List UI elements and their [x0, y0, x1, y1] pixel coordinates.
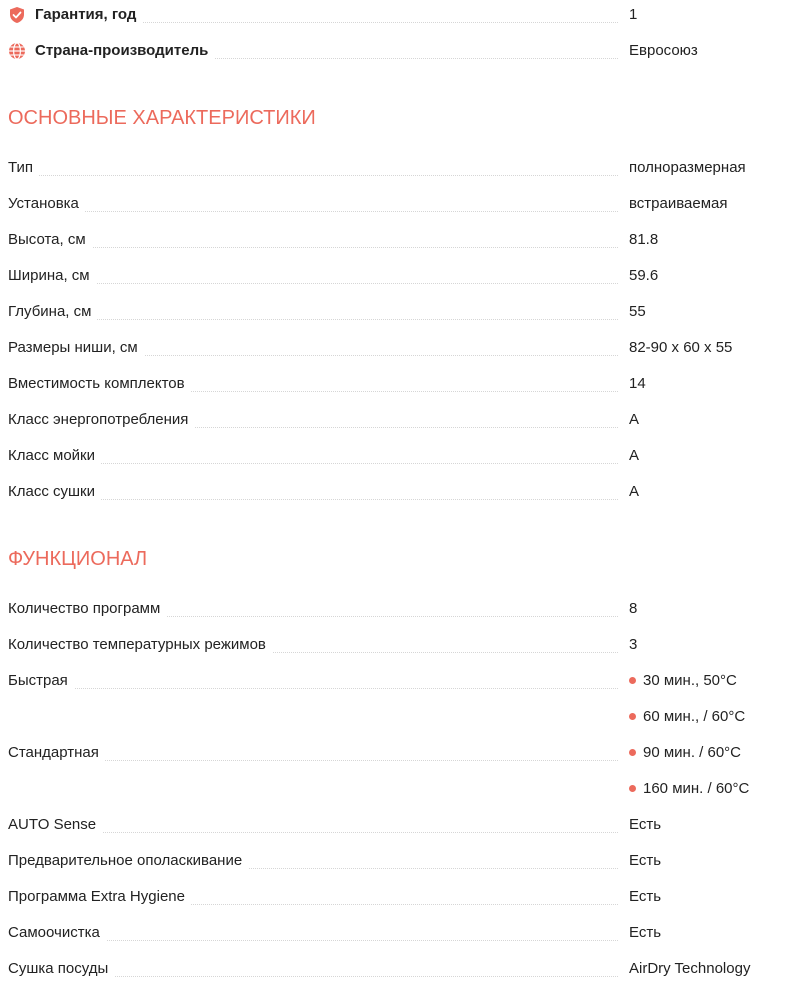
spec-value: 55 — [629, 303, 646, 320]
spec-value: Есть — [629, 852, 662, 869]
spec-value: AirDry Technology — [629, 960, 751, 977]
spec-label: AUTO Sense — [8, 807, 102, 843]
spec-label: Предварительное ополаскивание — [8, 843, 248, 879]
spec-label: Самоочистка — [8, 915, 106, 951]
spec-value: Евросоюз — [629, 42, 698, 59]
spec-value: A — [629, 447, 640, 464]
bullet-dot-icon — [629, 677, 636, 684]
spec-label: Сушка посуды — [8, 951, 114, 987]
spec-label: Гарантия, год — [35, 6, 137, 23]
spec-row — [8, 330, 788, 366]
spec-row — [8, 474, 788, 510]
spec-value: встраиваемая — [629, 195, 728, 212]
spec-value: Есть — [629, 888, 662, 905]
spec-label: Глубина, см — [8, 294, 97, 330]
spec-value: 8 — [629, 600, 638, 617]
spec-value: A — [629, 411, 640, 428]
spec-label: Количество температурных режимов — [8, 627, 272, 663]
spec-value: 3 — [629, 636, 638, 653]
spec-label: Тип — [8, 150, 39, 186]
spec-row — [8, 438, 788, 474]
spec-row — [8, 258, 788, 294]
spec-label: Страна-производитель — [35, 42, 209, 59]
spec-value: 1 — [629, 6, 638, 23]
section-title-main: ОСНОВНЫЕ ХАРАКТЕРИСТИКИ — [8, 107, 316, 129]
spec-label: Высота, см — [8, 222, 92, 258]
dotted-leader — [8, 175, 618, 176]
spec-row — [8, 150, 788, 186]
bullet-dot-icon — [629, 749, 636, 756]
spec-row — [8, 402, 788, 438]
spec-row — [8, 879, 788, 915]
spec-label: Стандартная — [8, 735, 105, 771]
spec-label: Размеры ниши, см — [8, 330, 144, 366]
spec-label: Вместимость комплектов — [8, 366, 191, 402]
spec-label: Класс мойки — [8, 438, 101, 474]
spec-label: Ширина, см — [8, 258, 96, 294]
spec-label: Класс сушки — [8, 474, 101, 510]
shield-check-icon — [8, 6, 26, 24]
spec-value: 82-90 x 60 x 55 — [629, 339, 733, 356]
spec-value: A — [629, 483, 640, 500]
dotted-leader — [8, 283, 618, 284]
spec-value: 81.8 — [629, 231, 659, 248]
spec-row — [8, 915, 788, 951]
spec-row — [8, 807, 788, 843]
globe-icon — [8, 42, 26, 60]
spec-label: Установка — [8, 186, 85, 222]
dotted-leader — [8, 247, 618, 248]
spec-label: Программа Extra Hygiene — [8, 879, 191, 915]
dotted-leader — [8, 319, 618, 320]
spec-value: Есть — [629, 816, 662, 833]
spec-value-item: 30 мин., 50°C — [629, 663, 737, 699]
spec-label: Количество программ — [8, 591, 166, 627]
spec-row — [8, 294, 788, 330]
bullet-dot-icon — [629, 785, 636, 792]
section-title-functional: ФУНКЦИОНАЛ — [8, 548, 148, 570]
spec-row — [8, 366, 788, 402]
dotted-leader — [8, 688, 618, 689]
spec-row-quick-cont — [8, 699, 788, 735]
spec-value-item: 60 мин., / 60°C — [629, 699, 745, 735]
spec-row — [8, 951, 788, 987]
spec-label: Класс энергопотребления — [8, 402, 194, 438]
spec-value: Есть — [629, 924, 662, 941]
spec-row-quick — [8, 663, 788, 699]
spec-row — [8, 627, 788, 663]
spec-row — [8, 222, 788, 258]
bullet-dot-icon — [629, 713, 636, 720]
spec-row-standard-cont — [8, 771, 788, 807]
dotted-leader — [8, 211, 618, 212]
spec-value-item: 90 мин. / 60°C — [629, 735, 741, 771]
spec-value-item: 160 мин. / 60°C — [629, 771, 749, 807]
spec-label: Быстрая — [8, 663, 74, 699]
spec-value: полноразмерная — [629, 159, 746, 176]
spec-row — [8, 186, 788, 222]
spec-value: 14 — [629, 375, 646, 392]
spec-value: 59.6 — [629, 267, 659, 284]
spec-row-standard — [8, 735, 788, 771]
spec-row-warranty — [8, 0, 788, 33]
spec-row-country — [8, 33, 788, 69]
spec-row — [8, 591, 788, 627]
spec-row — [8, 843, 788, 879]
